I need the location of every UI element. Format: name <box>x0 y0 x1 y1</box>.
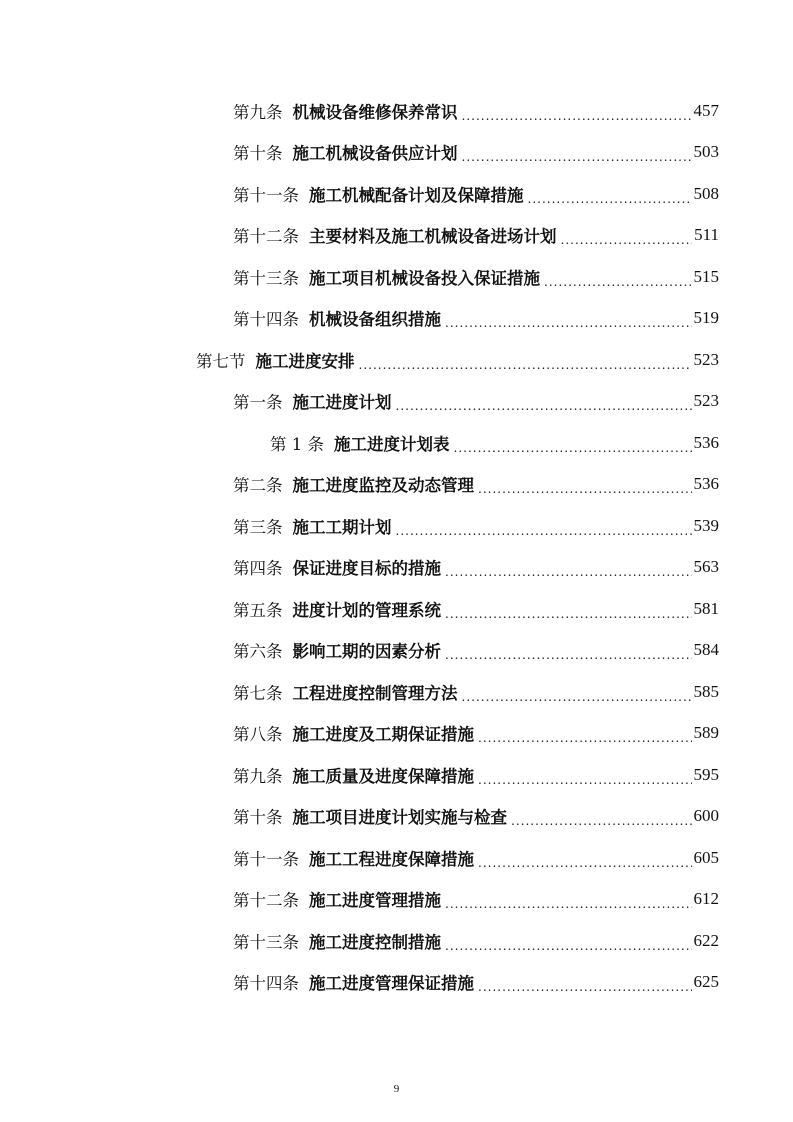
toc-entry-page: 519 <box>693 308 719 328</box>
toc-leader-dots <box>462 150 692 164</box>
toc-entry-page: 523 <box>693 391 719 411</box>
toc-entry[interactable] <box>0 671 793 713</box>
toc-entry[interactable] <box>0 381 793 423</box>
toc-leader-dots <box>478 731 692 745</box>
toc-entry-page: 605 <box>693 847 719 867</box>
toc-entry-number: 第一条 <box>233 393 283 413</box>
table-of-contents <box>0 90 793 1003</box>
toc-entry-number: 第十二条 <box>233 227 299 247</box>
toc-entry-number: 第十一条 <box>233 849 299 869</box>
toc-entry-number: 第九条 <box>233 766 283 786</box>
toc-entry[interactable] <box>0 796 793 838</box>
toc-leader-dots <box>478 482 692 496</box>
toc-entry-title: 施工进度计划表 <box>334 434 450 454</box>
toc-entry[interactable] <box>0 588 793 630</box>
toc-entry-number: 第十四条 <box>233 310 299 330</box>
toc-entry-title: 施工项目机械设备投入保证措施 <box>309 268 540 288</box>
toc-entry-title: 施工进度管理措施 <box>309 891 441 911</box>
toc-leader-dots <box>478 773 692 787</box>
toc-leader-dots <box>445 607 692 621</box>
toc-entry-title: 施工进度监控及动态管理 <box>292 476 474 496</box>
toc-leader-dots <box>478 980 692 994</box>
toc-entry-number: 第十条 <box>233 144 283 164</box>
toc-entry[interactable] <box>0 256 793 298</box>
toc-leader-dots <box>445 565 692 579</box>
toc-leader-dots <box>462 109 692 123</box>
toc-entry[interactable] <box>0 215 793 257</box>
toc-entry-number: 第七节 <box>196 351 246 371</box>
toc-leader-dots <box>561 233 693 247</box>
toc-entry-number: 第八条 <box>233 725 283 745</box>
toc-entry-page: 515 <box>693 266 719 286</box>
toc-entry-number: 第十条 <box>233 808 283 828</box>
toc-entry-number: 第十二条 <box>233 891 299 911</box>
toc-entry-title: 施工进度及工期保证措施 <box>292 725 474 745</box>
page-number: 9 <box>393 1083 400 1095</box>
toc-leader-dots <box>359 358 692 372</box>
toc-entry[interactable] <box>0 713 793 755</box>
toc-entry-number: 第六条 <box>233 642 283 662</box>
toc-leader-dots <box>445 939 692 953</box>
toc-entry[interactable] <box>0 630 793 672</box>
toc-entry[interactable] <box>0 132 793 174</box>
toc-entry-title: 机械设备维修保养常识 <box>292 102 458 122</box>
toc-entry-page: 503 <box>693 142 719 162</box>
toc-entry-page: 457 <box>693 100 719 120</box>
toc-leader-dots <box>478 856 692 870</box>
toc-entry-page: 625 <box>693 972 719 992</box>
toc-entry-page: 536 <box>693 474 719 494</box>
toc-entry-title: 施工机械配备计划及保障措施 <box>309 185 524 205</box>
toc-entry-number: 第五条 <box>233 600 283 620</box>
toc-entry-number: 第三条 <box>233 517 283 537</box>
toc-entry-page: 581 <box>693 598 719 618</box>
toc-entry-title: 进度计划的管理系统 <box>292 600 441 620</box>
toc-entry-title: 施工进度管理保证措施 <box>309 974 474 994</box>
toc-leader-dots <box>445 316 692 330</box>
toc-entry-title: 工程进度控制管理方法 <box>292 683 458 703</box>
toc-entry-page: 523 <box>693 349 719 369</box>
toc-entry[interactable] <box>0 837 793 879</box>
toc-entry-title: 施工工程进度保障措施 <box>309 849 474 869</box>
toc-leader-dots <box>528 192 692 206</box>
toc-entry-title: 施工项目进度计划实施与检查 <box>292 808 507 828</box>
toc-entry-title: 主要材料及施工机械设备进场计划 <box>309 227 557 247</box>
toc-entry-page: 595 <box>693 764 719 784</box>
toc-leader-dots <box>396 524 692 538</box>
toc-entry-page: 508 <box>693 183 719 203</box>
toc-leader-dots <box>511 814 692 828</box>
toc-entry-title: 施工机械设备供应计划 <box>292 144 458 164</box>
toc-entry[interactable] <box>0 962 793 1004</box>
toc-entry[interactable] <box>0 173 793 215</box>
toc-leader-dots <box>445 897 692 911</box>
toc-entry[interactable] <box>0 754 793 796</box>
toc-entry-number: 第四条 <box>233 559 283 579</box>
toc-entry-title: 施工工期计划 <box>292 517 392 537</box>
toc-entry-title: 施工质量及进度保障措施 <box>292 766 474 786</box>
toc-entry-number: 第 1 条 <box>270 434 324 454</box>
toc-entry[interactable] <box>0 547 793 589</box>
toc-subentry[interactable] <box>0 422 793 464</box>
toc-entry-page: 600 <box>693 806 719 826</box>
toc-entry-number: 第十一条 <box>233 185 299 205</box>
toc-entry-page: 589 <box>693 723 719 743</box>
toc-entry-title: 影响工期的因素分析 <box>292 642 441 662</box>
toc-entry-page: 584 <box>693 640 719 660</box>
toc-entry-number: 第十三条 <box>233 268 299 288</box>
toc-entry-page: 622 <box>693 930 719 950</box>
toc-entry[interactable] <box>0 879 793 921</box>
toc-entry[interactable] <box>0 90 793 132</box>
toc-entry-number: 第七条 <box>233 683 283 703</box>
toc-leader-dots <box>445 648 692 662</box>
toc-entry-title: 施工进度控制措施 <box>309 932 441 952</box>
toc-entry-title: 施工进度安排 <box>255 351 355 371</box>
toc-entry-page: 612 <box>693 889 719 909</box>
toc-entry-page: 536 <box>693 432 719 452</box>
toc-entry-title: 机械设备组织措施 <box>309 310 441 330</box>
toc-entry-number: 第二条 <box>233 476 283 496</box>
toc-leader-dots <box>544 275 692 289</box>
toc-entry[interactable] <box>0 298 793 340</box>
toc-leader-dots <box>396 399 692 413</box>
toc-entry[interactable] <box>0 464 793 506</box>
toc-entry[interactable] <box>0 505 793 547</box>
toc-entry-number: 第十三条 <box>233 932 299 952</box>
toc-entry-title: 施工进度计划 <box>292 393 392 413</box>
toc-entry-page: 585 <box>693 681 719 701</box>
toc-entry-page: 563 <box>693 557 719 577</box>
toc-section-entry[interactable] <box>0 339 793 381</box>
toc-leader-dots <box>454 441 692 455</box>
toc-entry-title: 保证进度目标的措施 <box>292 559 441 579</box>
toc-entry-page: 511 <box>694 225 719 245</box>
toc-entry-number: 第十四条 <box>233 974 299 994</box>
toc-entry[interactable] <box>0 920 793 962</box>
toc-entry-page: 539 <box>693 515 719 535</box>
toc-entry-number: 第九条 <box>233 102 283 122</box>
toc-leader-dots <box>462 690 692 704</box>
